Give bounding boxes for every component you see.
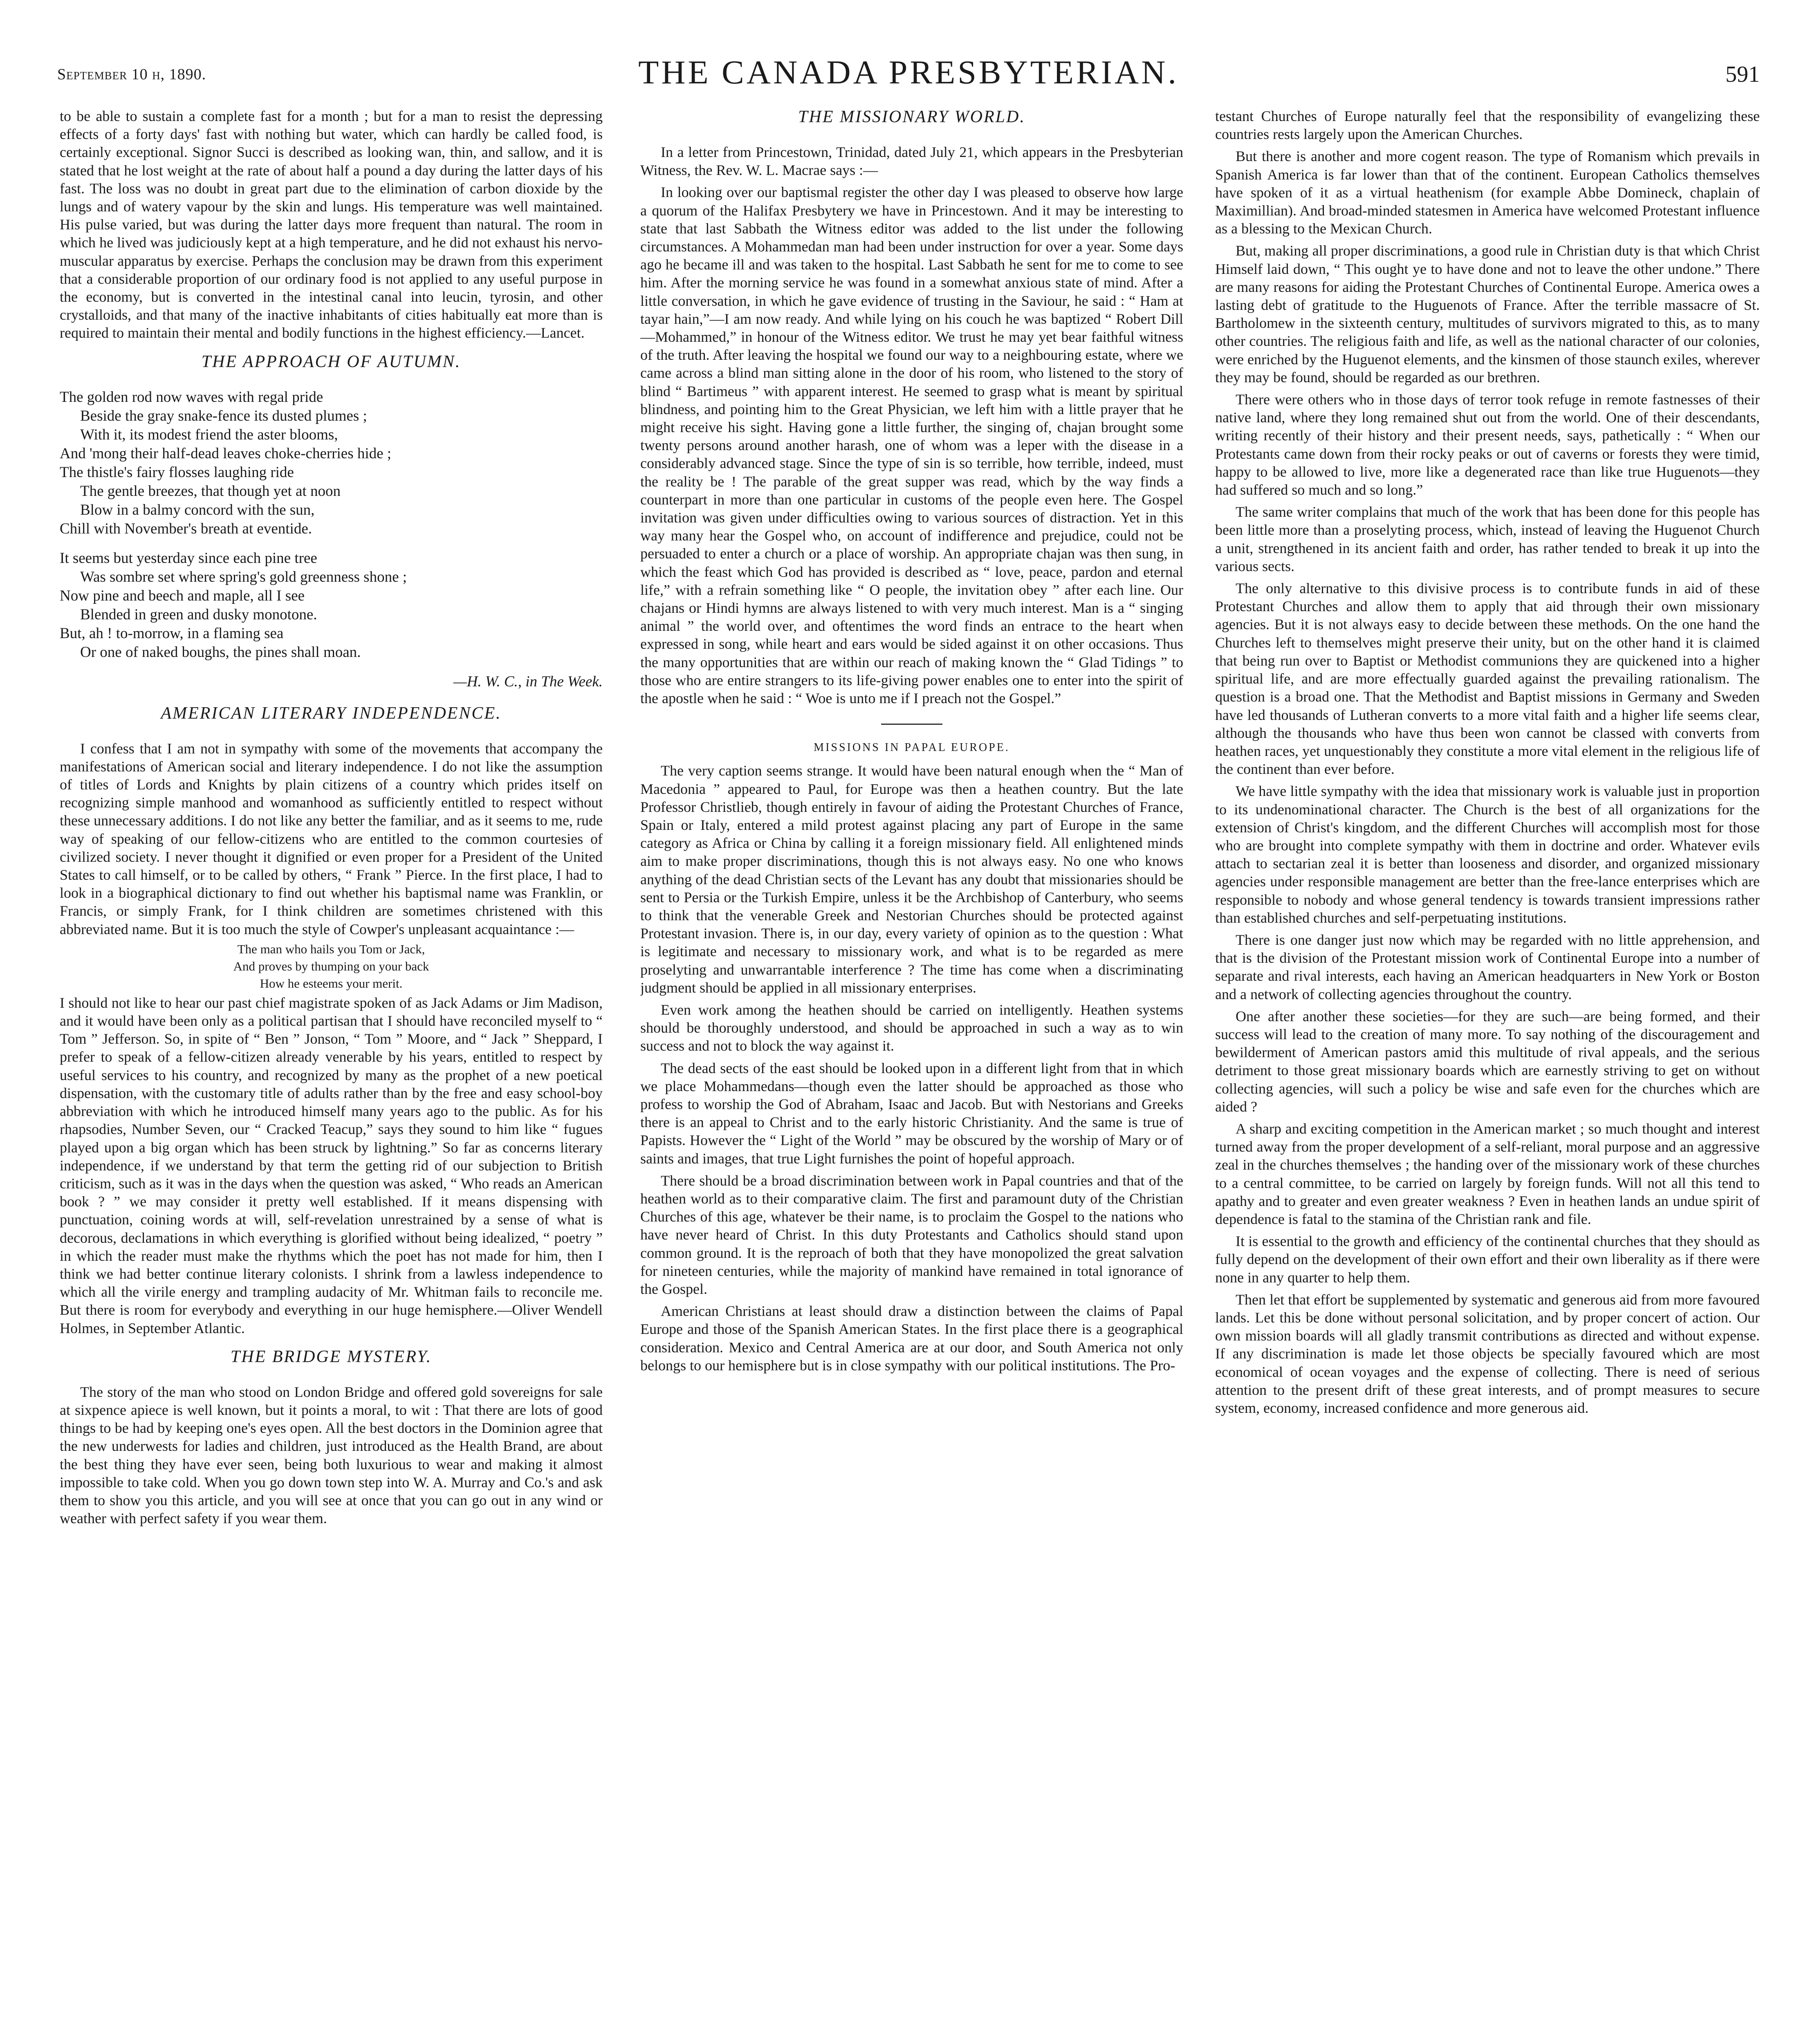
bridge-paragraph: The story of the man who stood on London Bridge and offered gold sovereigns for sale at sixpence apiece is well known, but it points a moral, to wit : That there are lots of good things to be had by keeping one's eyes open. All the best doctors in the Dominion agree that the new underwests for ladies and children, just introduced as the Health Brand, are about the best thing they have ever seen, being both luxurious to wear and making it almost impossible to take cold. When you go down town step into W. A. Murray and Co.'s and ask them to show you this article, and you will see at once that you can go out in any wind or weather with perfect safety if you wear them. <box>60 1383 603 1527</box>
page-header <box>57 49 1760 94</box>
missions-paragraph: The only alternative to this divisive process is to contribute funds in aid of these Protestant Churches and allow them to apply that aid through their own missionary agencies. But it is not always easy to decide between these methods. On the one hand the Churches left to themselves might preserve their unity, but on the other hand it is claimed that being run over to Baptist or Methodist communions they are quickened into a higher spiritual life, and are more effectually guarded against the prevailing rationalism. The question is a broad one. That the Methodist and Baptist missions in Germany and Sweden have led thousands of Lutheran converts to a more vital faith and a higher life seems clear, although the thousands who have thus been won cannot be classed with converts from heathen races, yet unquestionably they constitute a more vital element in the religious life of the continent than ever before. <box>1215 580 1760 778</box>
section-divider <box>881 724 942 725</box>
cowper-quote <box>60 942 603 991</box>
poem-line: Or one of naked boughs, the pines shall moan. <box>80 643 361 661</box>
poem-line: The thistle's fairy flosses laughing ride <box>60 464 294 481</box>
literary-paragraph: I confess that I am not in sympathy with some of the movements that accompany the manifestations of American social and literary independence. I do not like the assumption of titles of Lords and Knights by plain citizens of a country which prides itself on recognizing simple manhood and womanhood as sufficiently entitled to respect without these unnecessary additions. I do not like any better the familiar, and as it seems to me, rude way of speaking of our fellow-citizens who are entitled to the common courtesies of civilized society. I never thought it dignified or even proper for a President of the United States to call himself, or to be called by others, “ Frank ” Pierce. In the first place, I had to look in a biographical dictionary to find out whether his baptismal name was Franklin, or Francis, or simply Frank, for I think children are sometimes christened with this abbreviated name. But it is too much the style of Cowper's unpleasant acquaintance :— <box>60 740 603 937</box>
issue-date: September 10 h, 1890. <box>57 66 206 83</box>
missions-paragraph: American Christians at least should draw a distinction between the claims of Papal Europe and those of the Spanish American States. In the first place there is a geographical consideration. Mexico and Central America are at our door, and South America not only belongs to our hemisphere but is in close sympathy with our political institutions. The Pro- <box>640 1303 1183 1374</box>
poem-line: Beside the gray snake-fence its dusted plumes ; <box>80 407 367 424</box>
missions-paragraph: But there is another and more cogent reason. The type of Romanism which prevails in Spanish America is far lower than that of the continent. European Catholics themselves have spoken of it as a virtual heathenism (for example Abbe Domineck, chaplain of Maximillian). And broad-minded statesmen in America have welcomed Protestant influence as a blessing to the Mexican Church. <box>1215 148 1760 237</box>
poem-stanza-2 <box>60 549 603 662</box>
poem-stanza-1 <box>60 388 603 538</box>
page-number: 591 <box>1725 62 1760 87</box>
missionary-intro: In a letter from Princestown, Trinidad, dated July 21, which appears in the Presbyterian Witness, the Rev. W. L. Macrae says :— <box>640 144 1183 179</box>
missions-paragraph: But, making all proper discriminations, a good rule in Christian duty is that which Christ Himself laid down, “ This ought ye to have done and not to leave the other undone.” There are many reasons for aiding the Protestant Churches of Continental Europe. America owes a lasting debt of gratitude to the Huguenots of France. After the terrible massacre of St. Bartholomew in the sixteenth century, multitudes of survivors migrated to this, as to many other countries. The religious faith and life, as well as the national character of our colonies, were enriched by the Huguenot elements, and the kinsmen of those staunch exiles, wherever they may be found, should be regarded as our brethren. <box>1215 242 1760 385</box>
missions-section-title: MISSIONS IN PAPAL EUROPE. <box>814 741 1010 754</box>
missions-paragraph: The very caption seems strange. It would have been natural enough when the “ Man of Macedonia ” appeared to Paul, for Europe was then a heathen country. But the late Professor Christlieb, though entirely in favour of aiding the Protestant Churches of France, Spain or Italy, entered a mild protest against placing any part of Europe in the same category as Africa or China by calling it a foreign missionary field. All enlightened minds aim to make proper discriminations, though this is not always easy. No one who knows anything of the dead Christian sects of the Levant has any doubt that missionaries should be sent to Persia or the Turkish Empire, unless it be the Archbishop of Canterbury, who seems to think that the venerable Greek and Nestorian Churches should be protected against Protestant invasion. There is, in our day, every variety of opinion as to the question : What is legitimate and necessary to missionary work, and what is to be regarded as mere proselyting and unwarrantable interference ? The time has come when a discriminating judgment should be applied in all missionary enterprises. <box>640 762 1183 996</box>
missions-paragraph: It is essential to the growth and efficiency of the continental churches that they should as fully depend on the development of their own effort and their own liberality as if there were none in any quarter to help them. <box>1215 1233 1760 1286</box>
missions-paragraph: testant Churches of Europe naturally feel that the responsibility of evangelizing these countries rests largely upon the American Churches. <box>1215 108 1760 143</box>
literary-paragraph: I should not like to hear our past chief magistrate spoken of as Jack Adams or Jim Madison, and it would have been only as a political partisan that I should have reconciled myself to “ Tom ” Jefferson. So, in spite of “ Ben ” Jonson, “ Tom ” Moore, and “ Jack ” Sheppard, I prefer to speak of a fellow-citizen already venerable by his years, entitled to respect by useful services to his country, and recognized by many as the prophet of a new poetical dispensation, with the customary title of adults rather than by the free and easy school-boy abbreviation with which he introduced himself many years ago to the public. As for his rhapsodies, Number Seven, our “ Cracked Teacup,” says they sound to him like “ fugues played upon a big organ which has been struck by lightning.” So far as concerns literary independence, if we understand by that term the getting rid of our subjection to British criticism, such as it was in the days when the question was asked, “ Who reads an American book ? ” we may consider it pretty well established. If it means dispensing with punctuation, coining words at will, self-revelation unrestrained by a sense of what is decorous, declamations in which everything is glorified without being idealized, “ poetry ” in which the reader must make the rhythms which the poet has not made for him, then I think we had better continue literary colonists. I shrink from a lawless independence to which all the virile energy and trampling audacity of Mr. Whitman fails to reconcile me. But there is room for everybody and everything in our huge hemisphere.—Oliver Wendell Holmes, in September Atlantic. <box>60 994 603 1336</box>
quote-line: And proves by thumping on your back <box>233 959 429 973</box>
masthead-title: THE CANADA PRESBYTERIAN. <box>638 54 1179 91</box>
poem-line: The gentle breezes, that though yet at noon <box>80 482 341 500</box>
missions-paragraph: The dead sects of the east should be looked upon in a different light from that in which we place Mohammedans—though even the latter should be approached as those who profess to worship the God of Abraham, Isaac and Jacob. But with Nestorians and Greeks there is an appeal to Christ and to the early historic Christianity. And the same is true of Papists. However the “ Light of the World ” may be obscured by the worship of Mary or of saints and images, that true Light furnishes the point of hopeful approach. <box>640 1060 1183 1167</box>
bridge-article-title: THE BRIDGE MYSTERY. <box>230 1347 432 1366</box>
poem-line: And 'mong their half-dead leaves choke-cherries hide ; <box>60 445 392 462</box>
missions-paragraph: There is one danger just now which may be regarded with no little apprehension, and that is the division of the Protestant mission work of Continental Europe into a number of separate and rival interests, each having an American headquarters in New York or Boston and a network of collecting agencies throughout the country. <box>1215 931 1760 1002</box>
autumn-poem-title: THE APPROACH OF AUTUMN. <box>201 352 461 371</box>
autumn-poem <box>60 388 603 691</box>
poem-line: The golden rod now waves with regal pride <box>60 388 323 406</box>
missions-paragraph: A sharp and exciting competition in the American market ; so much thought and interest turned away from the proper development of a self-reliant, moral purpose and an aggressive zeal in the churches themselves ; the handing over of the missionary work of these churches to a central committee, to be carried on largely by foreign funds. Will not all this tend to apathy and to greater and even greater weakness ? Even in heathen lands an undue spirit of dependence is fatal to the stamina of the Christian rank and file. <box>1215 1120 1760 1227</box>
poem-line: But, ah ! to-morrow, in a flaming sea <box>60 625 284 642</box>
column-1 <box>60 107 603 2044</box>
column-3 <box>1215 107 1760 2044</box>
literary-article-title: AMERICAN LITERARY INDEPENDENCE. <box>161 704 502 723</box>
quote-line: How he esteems your merit. <box>260 976 403 991</box>
poem-attribution: —H. W. C., in The Week. <box>453 673 603 690</box>
missions-paragraph: There were others who in those days of terror took refuge in remote fastnesses of their native land, where they long remained shut out from the world. One of their descendants, writing recently of their history and their present needs, says, pathetically : “ When our Protestants came down from their rocky peaks or out of caverns or forests they were timid, happy to be allowed to live, more like a degenerated race than like true Huguenots—they had suffered so much and so long.” <box>1215 391 1760 498</box>
poem-line: It seems but yesterday since each pine tree <box>60 549 317 567</box>
missions-paragraph: There should be a broad discrimination between work in Papal countries and that of the heathen world as to their comparative claim. The first and paramount duty of the Christian Churches of this age, whatever be their name, is to proclaim the Gospel to the nations who have never heard of Christ. In this duty Protestants and Catholics should stand upon common ground. It is the reproach of both that they have monopolized the great salvation for nineteen centuries, while the majority of mankind have remained in total ignorance of the Gospel. <box>640 1172 1183 1297</box>
poem-line: With it, its modest friend the aster blooms, <box>80 426 338 443</box>
column-2 <box>640 107 1183 2044</box>
poem-line: Blended in green and dusky monotone. <box>80 606 317 623</box>
missions-paragraph: We have little sympathy with the idea that missionary work is valuable just in proportion to its undenominational character. The Church is the best of all organizations for the extension of Christ's kingdom, and the different Churches will accomplish most for those who are brought into complete sympathy with them in doctrine and order. Whatever evils attach to sectarian zeal it is better than looseness and disorder, and organized missionary agencies under responsible management are better than the free-lance enterprises which are responsible to nobody and whose general tendency is towards transient impressions rather than established churches and self-perpetuating institutions. <box>1215 783 1760 926</box>
poem-line: Chill with November's breath at eventide. <box>60 520 312 537</box>
missionary-letter: In looking over our baptismal register the other day I was pleased to observe how large a quorum of the Halifax Presbytery we have in Princestown. And it may be interesting to state that last Sabbath the Witness editor was added to the list under the following circumstances. A Mohammedan man had been under instruction for over a year. Some days ago he became ill and was taken to the hospital. Last Sabbath he sent for me to come to see him. After the morning service he was found in a somewhat anxious state of mind. After a little conversation, in which he gave evidence of trusting in the Saviour, he said : “ Ham at tayar hain,”—I am now ready. And while lying on his couch he was baptized “ Robert Dill—Mohammed,” in honour of the Witness editor. We trust he may yet bear faithful witness of the truth. After leaving the hospital we found our way to a neighbouring estate, where we came across a blind man sitting alone in the door of his room, who listened to the story of blind “ Bartimeus ” with apparent interest. He seemed to grasp what is meant by spiritual blindness, and pointing him to the Great Physician, we left him with a little prayer that he might receive his sight. Having gone a little further, the singing of, chajan brought some twenty persons around another harash, one of whom was a leper with the disease in a considerably advanced stage. Since the type of sin is so terrible, how terrible, indeed, must the reality be ! The parable of the great supper was read, which by the way finds a counterpart in more than one particular in customs of the people even here. The Gospel invitation was given under difficulties owing to various sources of distraction. Yet in this way many hear the Gospel who, on account of indifference and prejudice, could not be persuaded to enter a church or a place of worship. An appropriate chajan was then sung, in which the feast which God has provided is described as “ love, peace, pardon and eternal life,” with a refrain something like “ O people, the invitation obey ” after each line. Our chajans or Hindi hymns are always listened to with very much interest. Man is a “ singing animal ” the world over, and oftentimes the word finds an entrace to the heart when expressed in song, while heart and ears would be sided against it on other occasions. Thus the many opportunities that are within our reach of making known the “ Glad Tidings ” to those who are entire strangers to its life-giving power enables one to enter into the spirit of the apostle when he said : “ Woe is unto me if I preach not the Gospel.” <box>640 184 1183 707</box>
poem-line: Was sombre set where spring's gold greenness shone ; <box>80 568 407 585</box>
poem-line: Blow in a balmy concord with the sun, <box>80 501 315 518</box>
missions-paragraph: The same writer complains that much of the work that has been done for this people has been little more than a proselyting process, which, instead of leaving the Huguenot Church a unit, strengthened in its ancient faith and order, has rather tended to break it up into the various sects. <box>1215 504 1760 574</box>
missions-paragraph: Then let that effort be supplemented by systematic and generous aid from more favoured lands. Let this be done without personal solicitation, and by proper concert of action. Our own mission boards will all gladly transmit contributions as directed and without expense. If any discrimination is made let those objects be specially favoured which are most economical of ocean voyages and the expense of collecting. There is need of serious attention to the present drift of these great interests, and of prompt measures to secure system, economy, increased confidence and more generous aid. <box>1215 1291 1760 1416</box>
fasting-article-text: to be able to sustain a complete fast for a month ; but for a man to resist the depressing effects of a forty days' fast with nothing but water, which can hardly be called food, is certainly exceptional. Signor Succi is described as looking wan, thin, and sallow, and it is stated that he lost weight at the rate of about half a pound a day during the latter days of his fast. The loss was no doubt in great part due to the elimination of carbon dioxide by the lungs and of watery vapour by the skin and lungs. His temperature was well maintained. His pulse varied, but was during the latter days more frequent than natural. The room in which he lived was judiciously kept at a high temperature, and he did not exhaust his nervo-muscular apparatus by exercise. Perhaps the conclusion may be drawn from this experiment that a considerable proportion of our ordinary food is not applied to any useful purpose in the economy, but is converted in the intestinal canal into leucin, tyrosin, and other crystalloids, and that many of the inactive inhabitants of cities habitually eat more than is required to maintain their mental and bodily functions in the highest efficiency.—Lancet. <box>60 108 603 341</box>
missions-paragraph: One after another these societies—for they are such—are being formed, and their success will lead to the creation of many more. To say nothing of the discouragement and bewilderment of American pastors amid this multitude of rival appeals, and the serious detriment to those great missionary boards which are earnestly striving to get on without collecting agencies, will such a policy be wise and safe even for the churches which are aided ? <box>1215 1008 1760 1115</box>
missions-paragraph: Even work among the heathen should be carried on intelligently. Heathen systems should be thoroughly understood, and should be approached in such a way as to win success and not to block the way against it. <box>640 1001 1183 1054</box>
quote-line: The man who hails you Tom or Jack, <box>237 941 425 956</box>
poem-line: Now pine and beech and maple, all I see <box>60 587 305 604</box>
missionary-world-title: THE MISSIONARY WORLD. <box>798 108 1025 126</box>
